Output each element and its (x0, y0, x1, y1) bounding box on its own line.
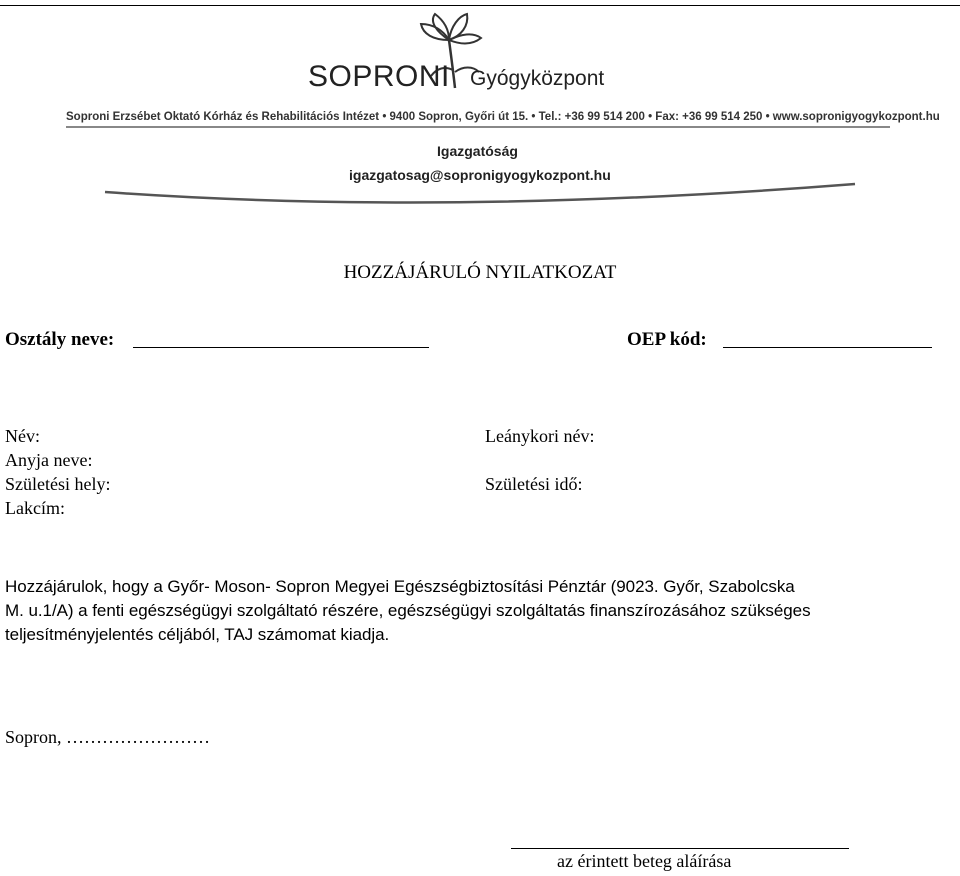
mother-name-label: Anyja neve: (5, 450, 93, 470)
birth-date-label: Születési idő: (485, 474, 583, 494)
consent-line: teljesítményjelentés céljából, TAJ számomat kiadja. (5, 625, 390, 644)
name-label: Név: (5, 426, 40, 446)
oep-label: OEP kód: (627, 329, 707, 350)
oep-input-line[interactable] (723, 347, 932, 348)
brand-sub: Gyógyközpont (470, 67, 605, 90)
birth-place-label: Születési hely: (5, 474, 111, 494)
address-label: Lakcím: (5, 498, 65, 518)
consent-paragraph (5, 575, 955, 647)
page-title: HOZZÁJÁRULÓ NYILATKOZAT (343, 262, 617, 283)
brand-main: SOPRONI (308, 60, 450, 93)
consent-line: Hozzájárulok, hogy a Győr- Moson- Sopron Megyei Egészségbiztosítási Pénztár (9023. Győr, Szabolcska (5, 577, 795, 596)
letterhead-rule (66, 126, 890, 128)
department-label: Osztály neve: (5, 329, 115, 350)
signature-line[interactable] (511, 848, 849, 849)
department-email: igazgatosag@sopronigyogykozpont.hu (349, 167, 611, 183)
top-border-line (0, 5, 960, 6)
letterhead-info-line: Soproni Erzsébet Oktató Kórház és Rehabilitációs Intézet • 9400 Sopron, Győri út 15. • Tel.: +36 99 514 200 • Fax: +36 99 514 250 • www.sopronigyogykozpont.hu (66, 111, 940, 123)
signature-label: az érintett beteg aláírása (557, 851, 732, 871)
consent-line: M. u.1/A) a fenti egészségügyi szolgáltató részére, egészségügyi szolgáltatás finanszírozásához szükséges (5, 601, 811, 620)
decorative-swoosh (100, 178, 860, 208)
maiden-name-label: Leánykori név: (485, 426, 595, 446)
department-heading: Igazgatóság (437, 143, 518, 159)
place-date: Sopron, …………………… (5, 727, 211, 747)
department-input-line[interactable] (133, 347, 429, 348)
